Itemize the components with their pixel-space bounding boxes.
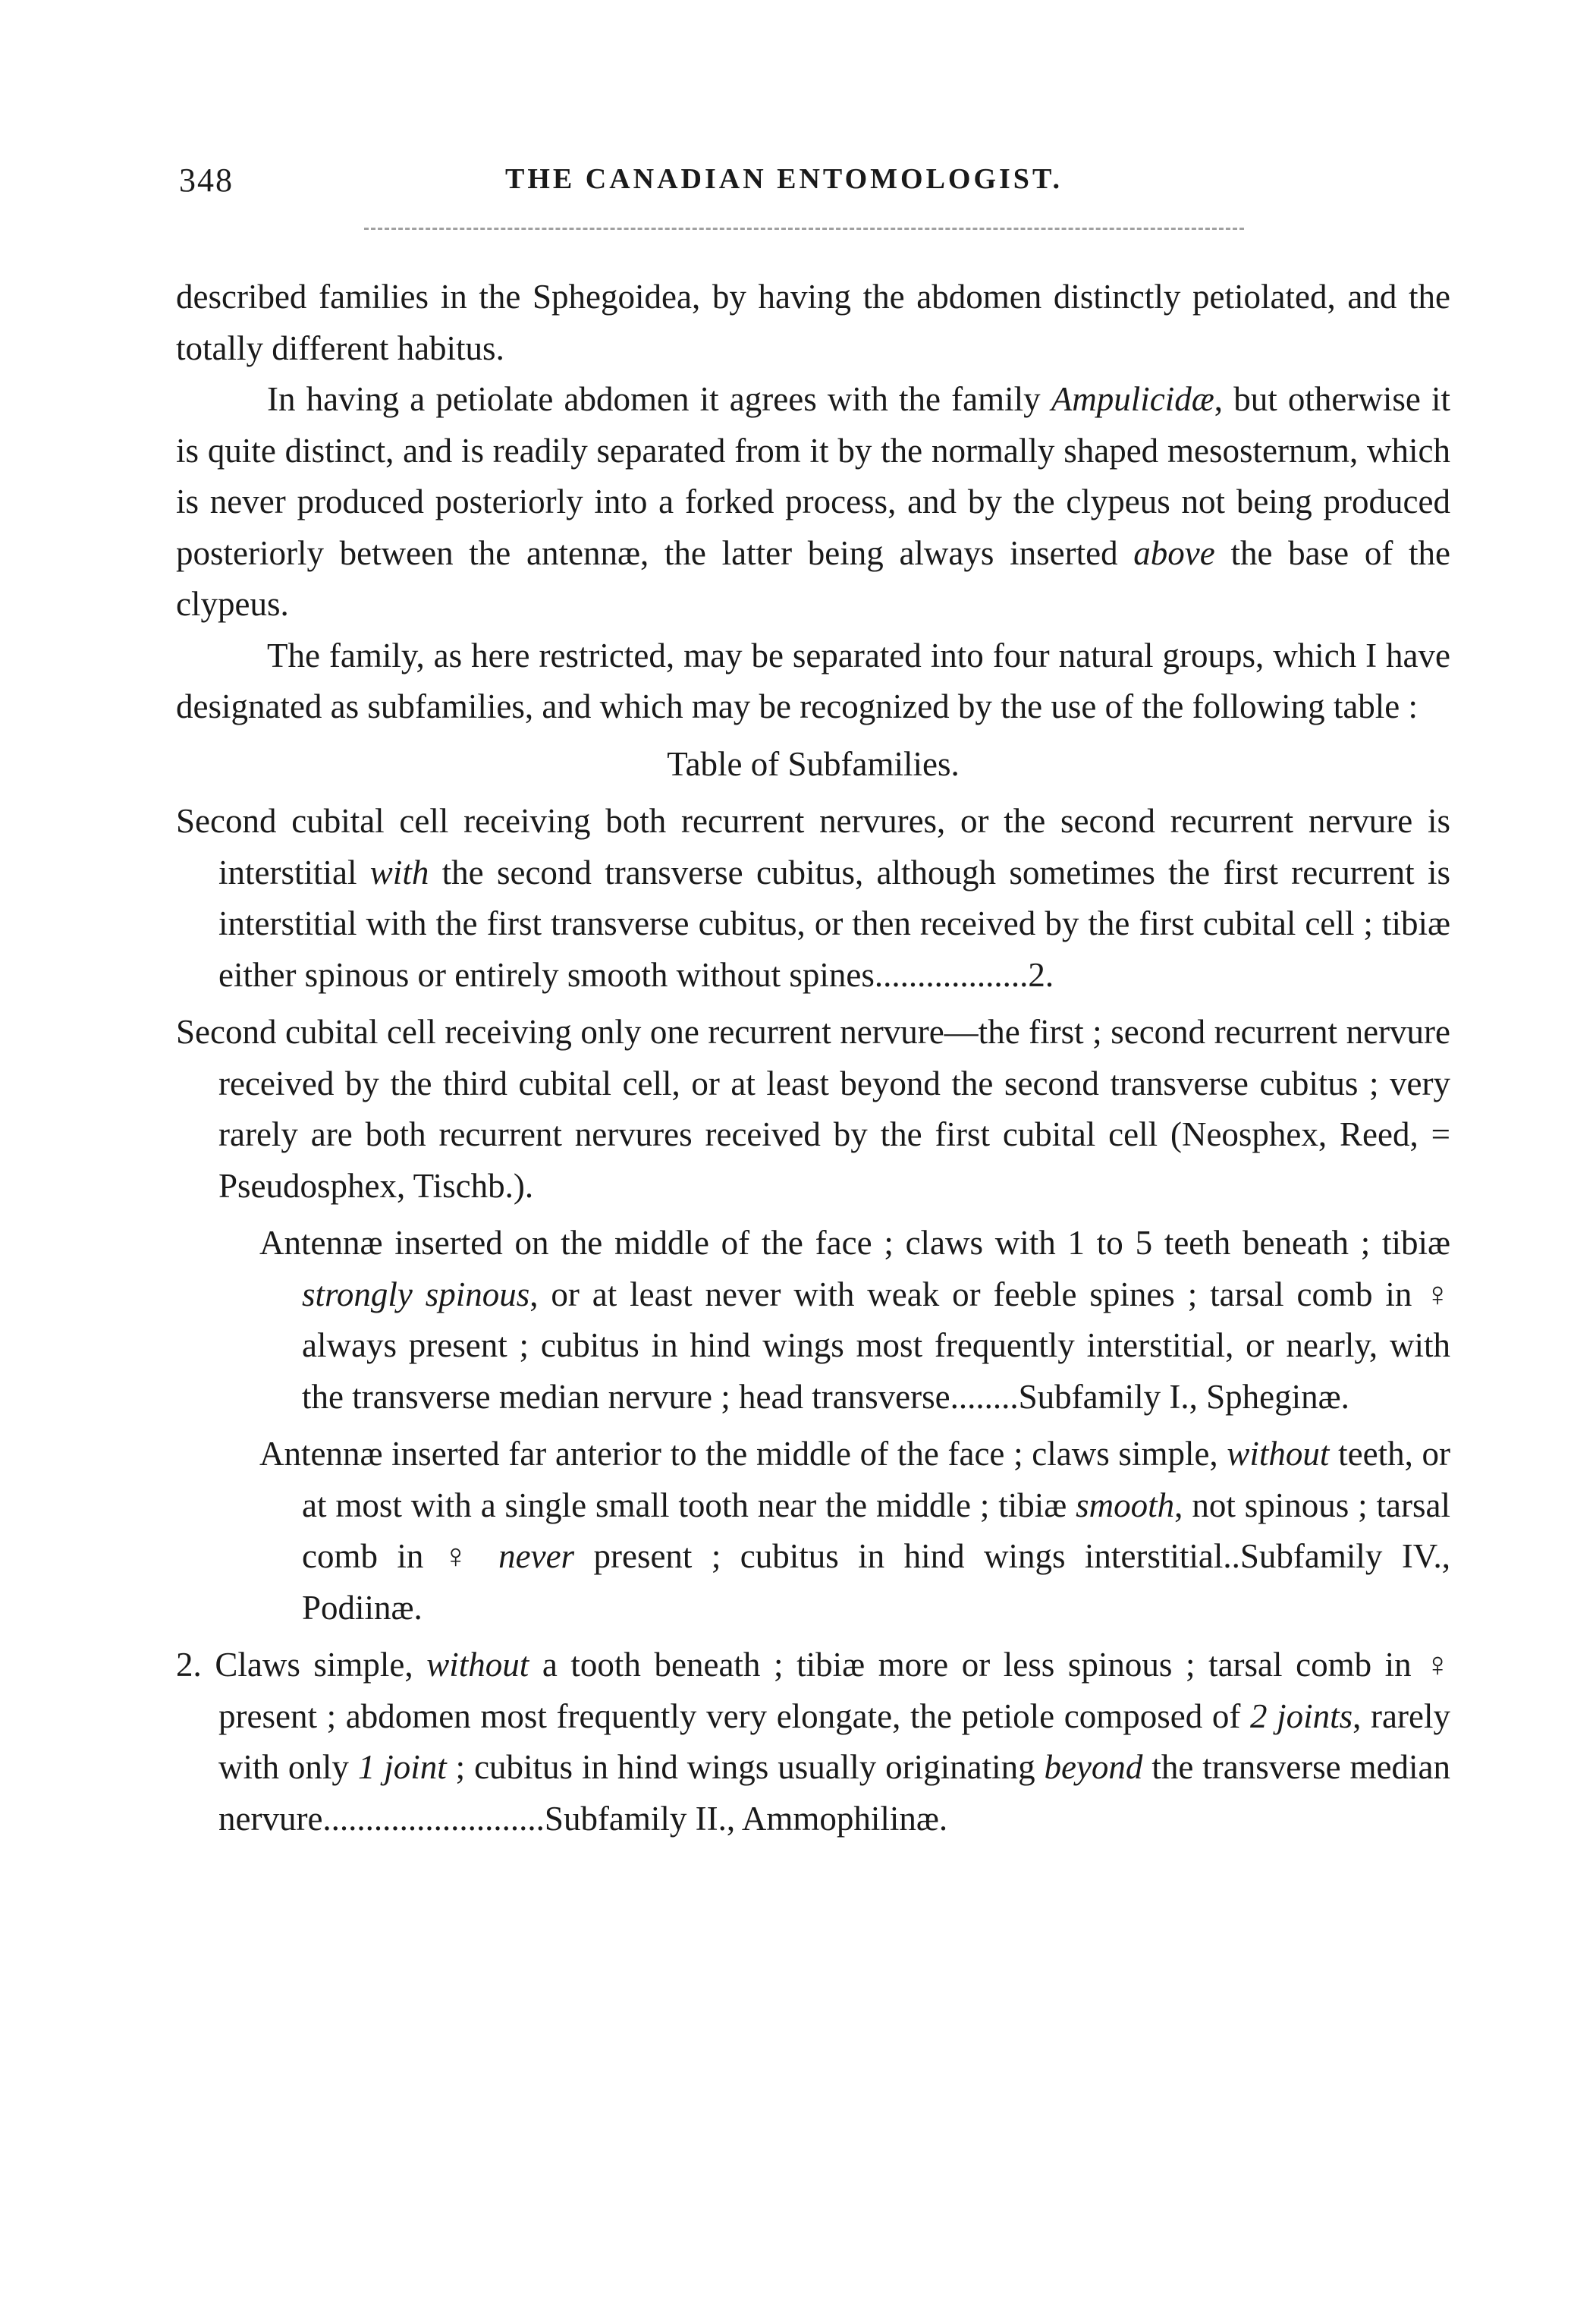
table-entry-2b-text-d: present ; cubitus in hind wings interstitial bbox=[574, 1537, 1224, 1575]
paragraph-2-part-2: , but otherwise it is quite distinct, and is readily separated from it by the normally shaped mesosternum, which is never produced posteriorly into a forked process, and by the clypeus not being produced posteriorly between the antennæ, the latter being always inserted bbox=[176, 380, 1450, 572]
header-rule bbox=[364, 228, 1244, 230]
paragraph-2-part-1: In having a petiolate abdomen it agrees with the family bbox=[267, 380, 1051, 418]
table-entry-3-text-e: the transverse median nervure bbox=[218, 1748, 1451, 1838]
table-entry-2b-text-c: , not spinous ; tarsal comb in ♀ bbox=[302, 1486, 1450, 1575]
table-entry-2a bbox=[259, 1218, 1450, 1423]
table-entry-1 bbox=[176, 796, 1450, 1001]
table-entry-2a-text-b: , or at least never with weak or feeble spines ; tarsal comb in ♀ always present ; cubitus in hind wings most frequently interstitial, or nearly, with the transverse median nervure ; head transverse bbox=[302, 1275, 1451, 1416]
table-entry-3-text-b: a tooth beneath ; tibiæ more or less spinous ; tarsal comb in ♀ present ; abdomen most frequently very elongate, the petiole composed of bbox=[218, 1646, 1451, 1735]
emphasis-never: never bbox=[498, 1537, 575, 1575]
page-number: 348 bbox=[179, 162, 234, 199]
table-entry-2b bbox=[259, 1429, 1450, 1634]
emphasis-beyond: beyond bbox=[1044, 1748, 1143, 1786]
emphasis-strongly-spinous: strongly spinous bbox=[302, 1275, 530, 1313]
table-entry-2a-text-a: Antennæ inserted on the middle of the face ; claws with 1 to 5 teeth beneath ; tibiæ bbox=[259, 1224, 1450, 1262]
table-entry-1-text-a: Second cubital cell receiving both recurrent nervures, or the second recurrent nervure is interstitial bbox=[176, 802, 1450, 891]
paragraph-2-part-3: the base of the clypeus. bbox=[176, 533, 1450, 623]
emphasis-smooth: smooth bbox=[1076, 1486, 1175, 1524]
table-entry-3-text-d: ; cubitus in hind wings usually originating bbox=[446, 1748, 1045, 1786]
table-entry-3-text-c: , rarely with only bbox=[218, 1696, 1450, 1786]
table-entry-2b-text-a: Antennæ inserted far anterior to the middle of the face ; claws simple, bbox=[259, 1435, 1227, 1473]
dot-leader: .. bbox=[1223, 1537, 1240, 1575]
body-text bbox=[176, 272, 1450, 1844]
subfamily-spheginae: Subfamily I., Spheginæ. bbox=[1018, 1377, 1349, 1416]
page-header bbox=[179, 161, 1446, 206]
table-entry-3 bbox=[176, 1640, 1450, 1844]
table-entry-3-text-a: Claws simple, bbox=[201, 1646, 427, 1684]
paragraph-1-text: described families in the Sphegoidea, by having the abdomen distinctly petiolated, and the totally different habitus. bbox=[176, 278, 1450, 367]
dot-leader: .................. bbox=[874, 955, 1029, 994]
paragraph-3 bbox=[176, 630, 1450, 733]
running-title: THE CANADIAN ENTOMOLOGIST. bbox=[505, 163, 1063, 195]
subfamily-podiinae: Subfamily IV., Podiinæ. bbox=[302, 1537, 1450, 1627]
paragraph-2 bbox=[176, 374, 1450, 630]
emphasis-without: without bbox=[426, 1646, 529, 1684]
paragraph-3-text: The family, as here restricted, may be separated into four natural groups, which I have designated as subfamilies, and which may be recognized by the use of the following table : bbox=[176, 636, 1450, 725]
table-entry-2b-text-b: teeth, or at most with a single small tooth near the middle ; tibiæ bbox=[302, 1435, 1451, 1524]
table-entry-3-number: 2. bbox=[176, 1646, 202, 1684]
paragraph-1 bbox=[176, 272, 1450, 374]
emphasis-above: above bbox=[1133, 533, 1215, 572]
subfamily-ammophilinae: Subfamily II., Ammophilinæ. bbox=[544, 1799, 948, 1838]
emphasis-without: without bbox=[1227, 1435, 1330, 1473]
table-entry-1-text-b: the second transverse cubitus, although sometimes the first recurrent is interstitial with the first transverse cubitus, or then received by the first cubital cell ; tibiæ either spinous or entirely smooth without spines bbox=[218, 853, 1451, 994]
table-title: Table of Subfamilies. bbox=[667, 744, 960, 783]
family-name-ampulicidae: Ampulicidæ bbox=[1051, 380, 1214, 418]
table-entry-2-text: Second cubital cell receiving only one recurrent nervure—the first ; second recurrent nervure received by the third cubital cell, or at least beyond the second transverse cubitus ; very rarely are both recurrent nervures received by the first cubital cell (Neosphex, Reed, = Pseudosphex, Tischb.). bbox=[176, 1013, 1450, 1205]
dot-leader: .......................... bbox=[322, 1799, 545, 1838]
table-entry-1-ref: 2. bbox=[1028, 955, 1054, 994]
emphasis-1-joint: 1 joint bbox=[357, 1748, 447, 1786]
emphasis-2-joints: 2 joints bbox=[1249, 1696, 1353, 1735]
emphasis-with: with bbox=[369, 853, 429, 891]
dot-leader: ........ bbox=[950, 1377, 1019, 1416]
table-entry-2 bbox=[176, 1007, 1450, 1212]
